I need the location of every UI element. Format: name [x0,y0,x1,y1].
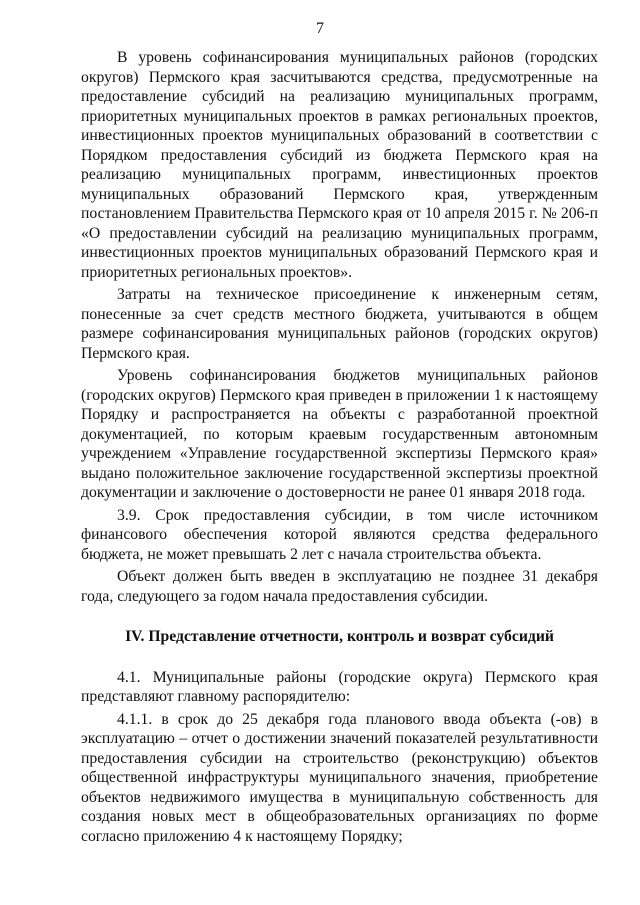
paragraph-cofinancing-level-includes: В уровень софинансирования муниципальных районов (городских округов) Пермского края засчитываются средства, предусмотренные на предоставление субсидий на реализацию муниципальных программ, приоритетных муниципальных проектов в рамках региональных проектов, инвестиционных проектов муниципальных образований в соответствии с Порядком предоставления субсидий из бюджета Пермского края на реализацию муниципальных программ, инвестиционных проектов муниципальных образований Пермского края, утвержденным постановлением Правительства Пермского края от 10 апреля 2015 г. № 206-п «О предоставлении субсидий на реализацию муниципальных программ, инвестиционных проектов муниципальных образований Пермского края и приоритетных региональных проектов». [81,49,598,281]
paragraph-4-1: 4.1. Муниципальные районы (городские округа) Пермского края представляют главному распорядителю: [81,668,598,705]
paragraph-connection-costs: Затраты на техническое присоединение к инженерным сетям, понесенные за счет средств местного бюджета, учитываются в общем размере софинансирования муниципальных районов (городских округов) Пермского края. [81,286,598,362]
document-body [81,48,598,846]
paragraph-4-1-1: 4.1.1. в срок до 25 декабря года планового ввода объекта (-ов) в эксплуатацию – отчет о достижении значений показателей результативности предоставления субсидии на строительство (реконструкцию) объектов общественной инфраструктуры муниципального значения, приобретение объектов недвижимого имущества в муниципальную собственность для создания новых мест в общеобразовательных организациях по форме согласно приложению 4 к настоящему Порядку; [81,710,598,845]
section-heading: IV. Представление отчетности, контроль и возврат субсидий [125,628,554,645]
paragraph-cofinancing-level-appendix: Уровень софинансирования бюджетов муниципальных районов (городских округов) Пермского края приведен в приложении 1 к настоящему Порядку и распространяется на объекты с разработанной проектной документацией, по которым краевым государственным автономным учреждением «Управление государственной экспертизы Пермского края» выдано положительное заключение государственной экспертизы проектной документации и заключение о достоверности не ранее 01 января 2018 года. [81,367,598,501]
paragraph-commissioning-deadline: Объект должен быть введен в эксплуатацию не позднее 31 декабря года, следующего за годом начала предоставления субсидии. [81,568,598,605]
page-number: 7 [316,20,324,37]
paragraph-subsidy-term: 3.9. Срок предоставления субсидии, в том числе источником финансового обеспечения которой являются средства федерального бюджета, не может превышать 2 лет с начала строительства объекта. [81,506,598,563]
